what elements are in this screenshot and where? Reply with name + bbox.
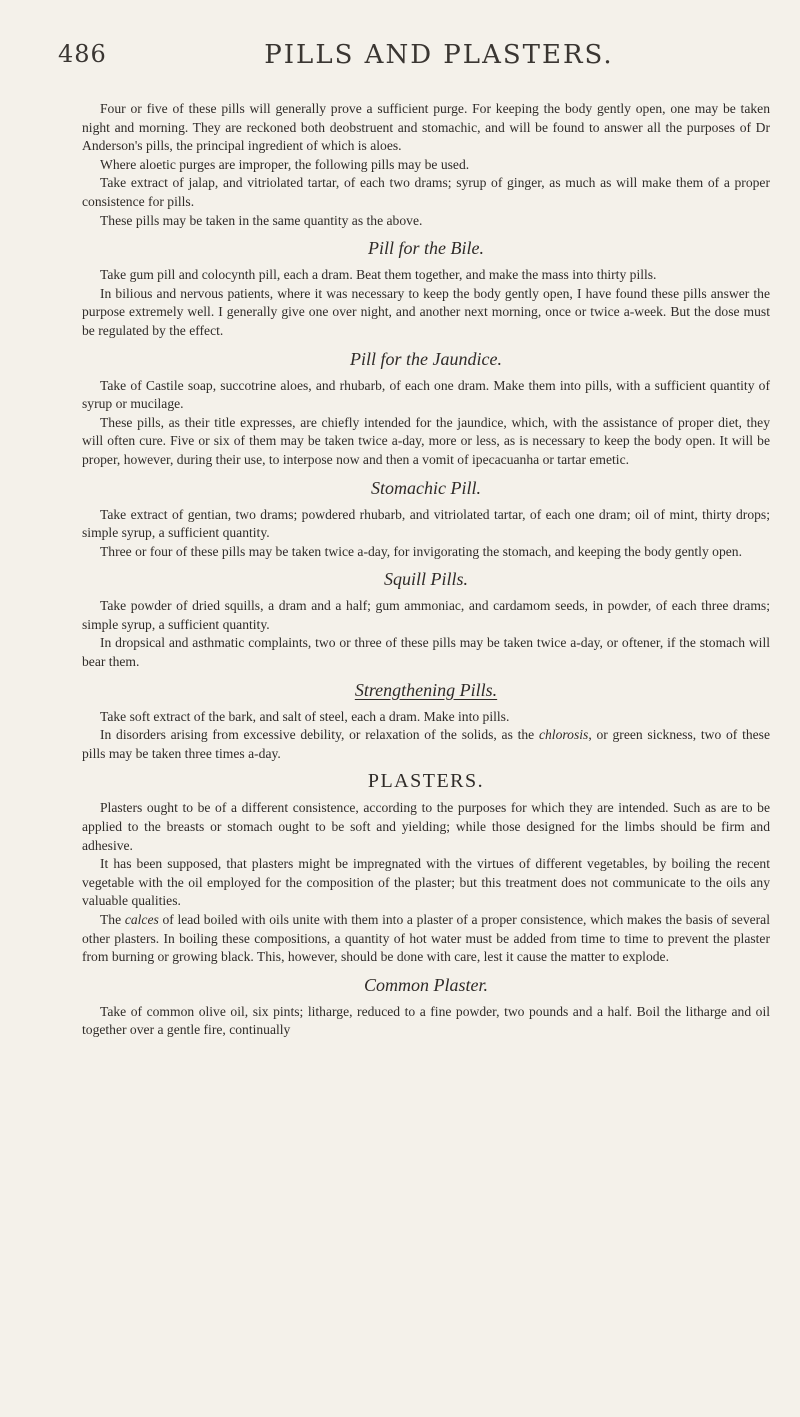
paragraph-jaundice-use: These pills, as their title expresses, are chiefly intended for the jaundice, which, with the assistance of proper diet, they will often cure. Five or six of them may be taken twice a-day, more or less, as is necessary to keep the body open. It will be proper, however, during their use, to interpose now and then a vomit of ipecacuanha or tartar emetic. bbox=[82, 414, 770, 467]
heading-pill-for-jaundice-text: Pill for the Jaundice. bbox=[350, 348, 502, 369]
paragraph-strengthening-recipe: Take soft extract of the bark, and salt of steel, each a dram. Make into pills. bbox=[100, 708, 510, 724]
paragraph-plasters-intro: Plasters ought to be of a different consistence, according to the purposes for which they are intended. Such as are to be applied to the breasts or stomach ought to be soft and yielding; while those designed for the limbs should be firm and adhesive. bbox=[82, 800, 770, 853]
heading-stomachic-pill bbox=[82, 476, 770, 500]
heading-strengthening-pills-text: Strengthening Pills. bbox=[354, 679, 498, 700]
paragraph-strengthening-use-after: , or green sickness, two of these pills may be taken three times a-day. bbox=[82, 727, 770, 761]
paragraph-jalap-dose: These pills may be taken in the same quantity as the above. bbox=[100, 212, 423, 228]
heading-squill-pills-text: Squill Pills. bbox=[383, 569, 468, 590]
paragraph-calces bbox=[82, 911, 770, 967]
running-head: PILLS AND PLASTERS. bbox=[264, 40, 614, 70]
paragraph-anderson-pills: Four or five of these pills will generally prove a sufficient purge. For keeping the body gently open, one may be taken night and morning. They are reckoned both deobstruent and stomachic, and will be found to answer all the purposes of Dr Anderson's pills, the principal ingredient of which is aloes. bbox=[82, 101, 770, 154]
paragraph-calces-before: The bbox=[100, 912, 125, 927]
paragraph-bile-recipe: Take gum pill and colocynth pill, each a dram. Beat them together, and make the mass into thirty pills. bbox=[100, 267, 657, 283]
paragraph-jalap-recipe: Take extract of jalap, and vitriolated tartar, of each two drams; syrup of ginger, as much as will make them of a proper consistence for pills. bbox=[82, 175, 770, 209]
paragraph-squill-use: In dropsical and asthmatic complaints, two or three of these pills may be taken twice a-day, or oftener, if the stomach will bear them. bbox=[82, 635, 770, 670]
heading-pill-for-bile-text: Pill for the Bile. bbox=[368, 238, 484, 259]
heading-pill-for-jaundice bbox=[82, 347, 770, 371]
paragraph-common-plaster-recipe: Take of common olive oil, six pints; litharge, reduced to a fine powder, two pounds and a half. Boil the litharge and oil together over a gentle fire, continually bbox=[82, 1003, 770, 1038]
page-number: 486 bbox=[58, 40, 107, 68]
body-text bbox=[82, 100, 770, 1040]
paragraph-calces-after: of lead boiled with oils unite with them into a plaster of a proper consistence, which makes the basis of several other plasters. In boiling these compositions, a quantity of hot water must be added from time to time to prevent the plaster from burning or growing black. This, however, should be done with care, lest it cause the matter to explode. bbox=[82, 912, 770, 965]
paragraph-strengthening-use bbox=[82, 726, 770, 763]
paragraph-stomachic-use: Three or four of these pills may be taken twice a-day, for invigorating the stomach, and keeping the body gently open. bbox=[100, 543, 742, 559]
paragraph-calces-em: calces bbox=[124, 912, 159, 927]
heading-squill-pills bbox=[82, 567, 770, 591]
paragraph-stomachic-recipe: Take extract of gentian, two drams; powdered rhubarb, and vitriolated tartar, of each one dram; oil of mint, thirty drops; simple syrup, a sufficient quantity. bbox=[82, 506, 770, 541]
paragraph-plasters-vegetables: It has been supposed, that plasters might be impregnated with the virtues of different vegetables, by boiling the recent vegetable with the oil employed for the composition of the plaster; but this treatment does not communicate to the oils any valuable qualities. bbox=[82, 856, 770, 909]
page-header bbox=[58, 40, 760, 80]
paragraph-strengthening-use-em: chlorosis bbox=[538, 727, 589, 743]
heading-common-plaster-text: Common Plaster. bbox=[363, 974, 488, 995]
paragraph-aloetic-purges: Where aloetic purges are improper, the following pills may be used. bbox=[100, 156, 470, 172]
heading-strengthening-pills bbox=[82, 678, 770, 702]
paragraph-jaundice-recipe: Take of Castile soap, succotrine aloes, and rhubarb, of each one dram. Make them into pills, with a sufficient quantity of syrup or mucilage. bbox=[82, 377, 770, 412]
heading-plasters bbox=[82, 769, 770, 793]
paragraph-bile-use: In bilious and nervous patients, where it was necessary to keep the body gently open, I have found these pills answer the purpose extremely well. I generally give one over night, and another next morning, once or twice a-week. But the dose must be regulated by the effect. bbox=[82, 285, 770, 338]
heading-common-plaster bbox=[82, 973, 770, 997]
heading-pill-for-bile bbox=[82, 236, 770, 260]
heading-plasters-text: PLASTERS. bbox=[367, 770, 485, 793]
paragraph-strengthening-use-before: In disorders arising from excessive debility, or relaxation of the solids, as the bbox=[100, 727, 539, 743]
heading-stomachic-pill-text: Stomachic Pill. bbox=[371, 477, 481, 498]
paragraph-squill-recipe: Take powder of dried squills, a dram and a half; gum ammoniac, and cardamom seeds, in powder, of each three drams; simple syrup, a sufficient quantity. bbox=[82, 598, 770, 632]
